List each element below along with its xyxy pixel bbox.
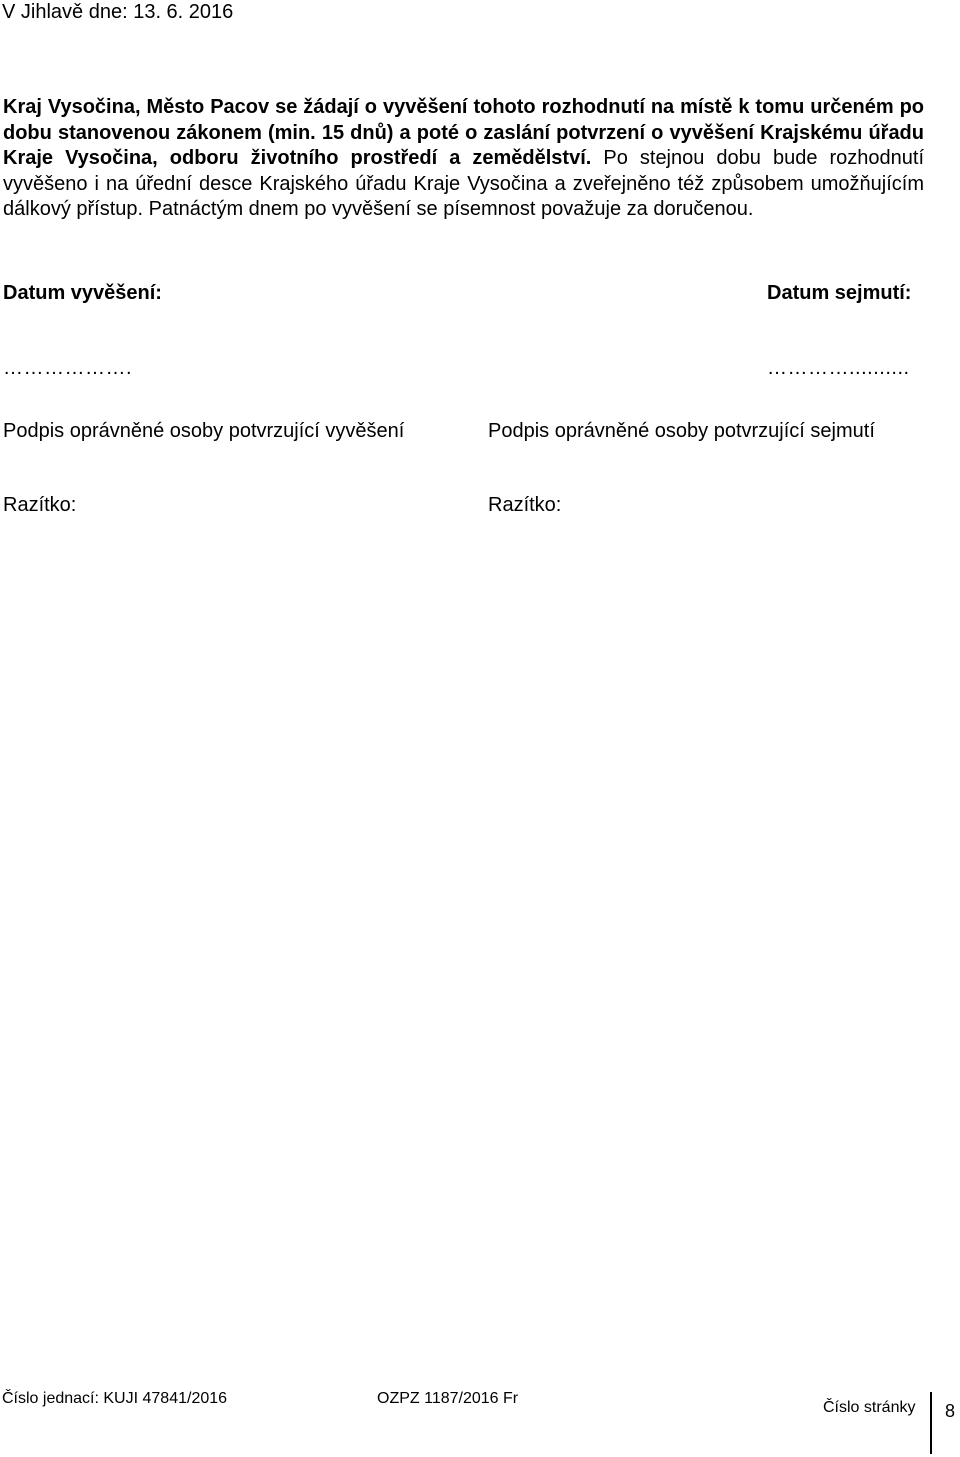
date-line: V Jihlavě dne: 13. 6. 2016 [2,1,234,23]
posting-date-label: Datum vyvěšení: [3,282,162,304]
removal-date-blank: ………….......... [767,357,910,379]
posting-notice [3,95,924,223]
footer-page-label: Číslo stránky [823,1399,916,1416]
page-number-divider [930,1392,932,1454]
posting-signature-label: Podpis oprávněné osoby potvrzující vyvěšení [3,420,405,442]
removal-stamp-label: Razítko: [488,494,562,516]
notice-bold-text: Kraj Vysočina, Město Pacov se žádají o vyvěšení tohoto rozhodnutí na místě k tomu určeném po dobu stanovenou zákonem (min. 15 dnů) a poté o zaslání potvrzení o vyvěšení Krajskému úřadu Kraje Vysočina, odboru životního prostředí a zemědělství. [3,96,924,169]
page-number: 8 [945,1401,956,1421]
removal-date-label: Datum sejmutí: [767,282,912,304]
removal-signature-label: Podpis oprávněné osoby potvrzující sejmutí [488,420,875,442]
posting-date-blank: ………………. [3,357,133,379]
footer-file-code: OZPZ 1187/2016 Fr [377,1390,519,1407]
notice-normal-text: Po stejnou dobu bude rozhodnutí vyvěšeno i na úřední desce Krajského úřadu Kraje Vysočina a zveřejněno též způsobem umožňujícím dálkový přístup. Patnáctým dnem po vyvěšení se písemnost považuje za doručenou. [3,147,925,220]
posting-stamp-label: Razítko: [3,494,77,516]
footer-reference: Číslo jednací: KUJI 47841/2016 [2,1390,228,1407]
